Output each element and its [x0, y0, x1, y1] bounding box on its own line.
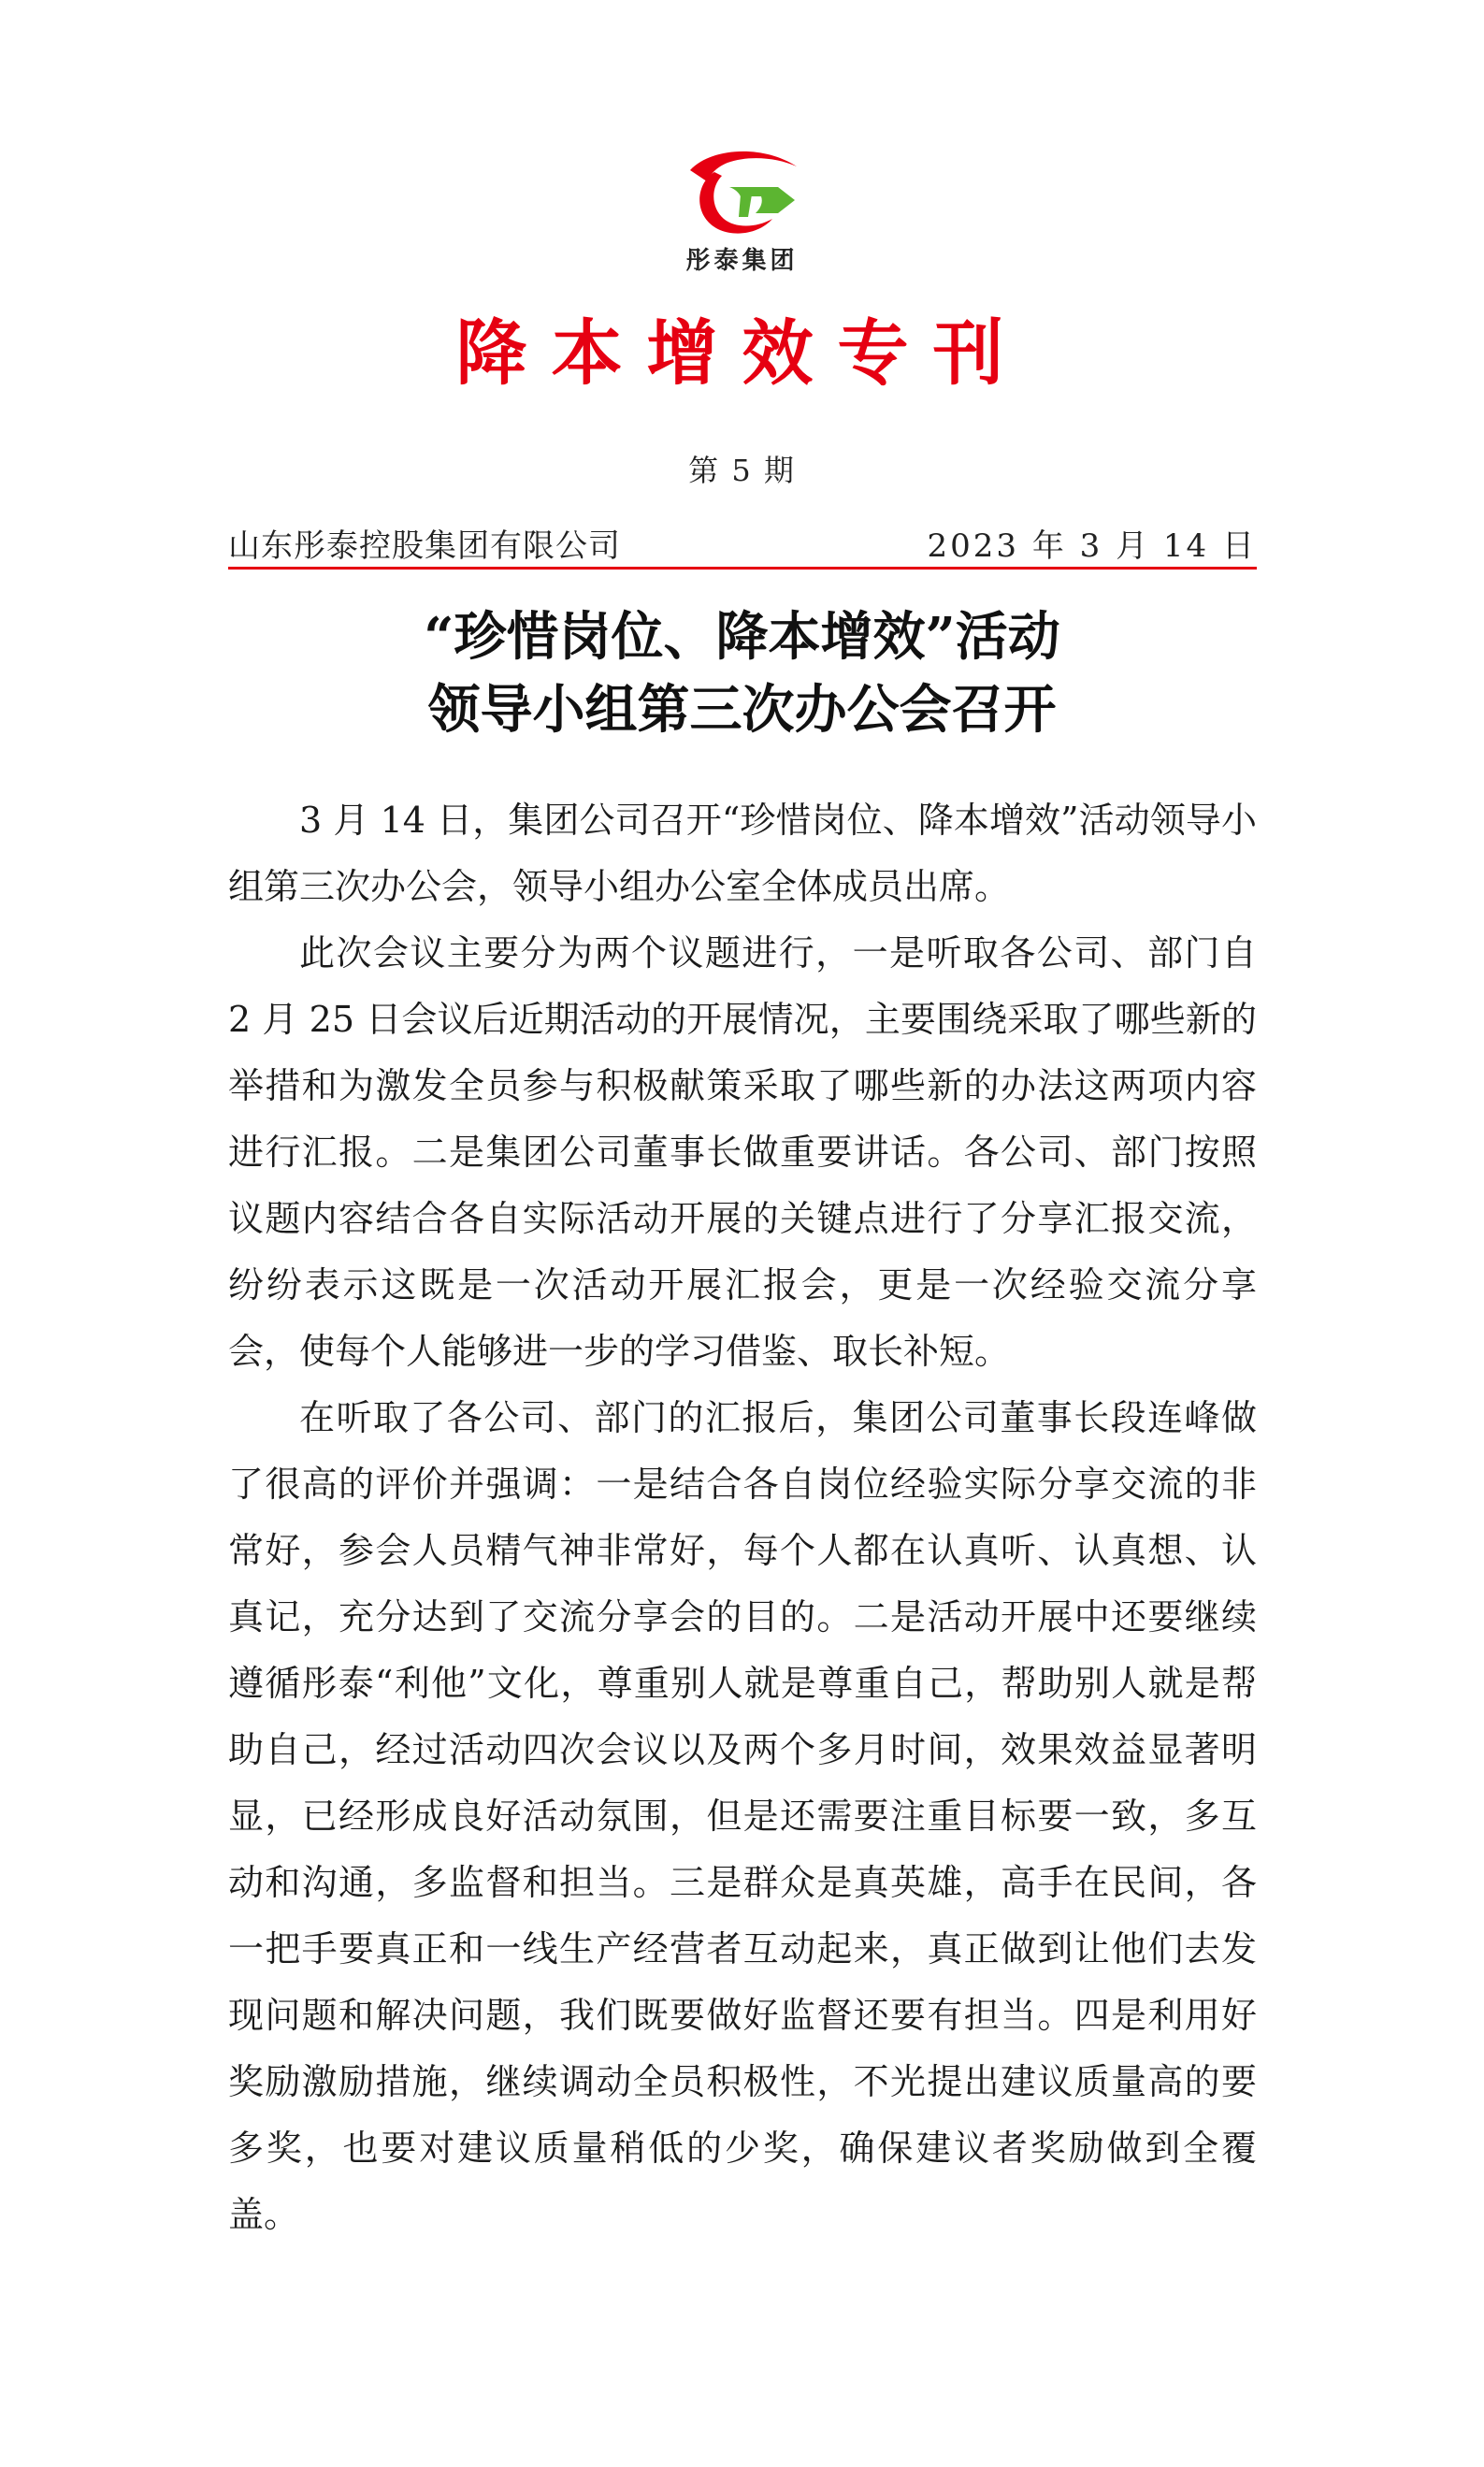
- article-paragraph-2: 此次会议主要分为两个议题进行，一是听取各公司、部门自 2 月 25 日会议后近期活动的开展情况，主要围绕采取了哪些新的举措和为激发全员参与积极献策采取了哪些新的办法这两项内容进行汇报。二是集团公司董事长做重要讲话。各公司、部门按照议题内容结合各自实际活动开展的关键点进行了分享汇报交流，纷纷表示这既是一次活动开展汇报会，更是一次经验交流分享会，使每个人能够进一步的学习借鉴、取长补短。: [228, 932, 1257, 1372]
- article-title-line-2: 领导小组第三次办公会召开: [427, 679, 1057, 741]
- logo-emblem-icon: [673, 140, 814, 243]
- logo-company-name: 彤泰集团: [685, 247, 799, 275]
- article-paragraph-3: 在听取了各公司、部门的汇报后，集团公司董事长段连峰做了很高的评价并强调：一是结合各自岗位经验实际分享交流的非常好，参会人员精气神非常好，每个人都在认真听、认真想、认真记，充分达到了交流分享会的目的。二是活动开展中还要继续遵循彤泰“利他”文化，尊重别人就是尊重自己，帮助别人就是帮助自己，经过活动四次会议以及两个多月时间，效果效益显著明显，已经形成良好活动氛围，但是还需要注重目标要一致，多互动和沟通，多监督和担当。三是群众是真英雄，高手在民间，各一把手要真正和一线生产经营者互动起来，真正做到让他们去发现问题和解决问题，我们既要做好监督还要有担当。四是利用好奖励激励措施，继续调动全员积极性，不光提出建议质量高的要多奖，也要对建议质量稍低的少奖，确保建议者奖励做到全覆盖。: [228, 1397, 1257, 2235]
- article-paragraph-1: 3 月 14 日，集团公司召开“珍惜岗位、降本增效”活动领导小组第三次办公会，领导小组办公室全体成员出席。: [228, 800, 1257, 907]
- red-divider: [228, 567, 1257, 570]
- masthead-line: [228, 520, 1257, 565]
- issue-number: 第 5 期: [688, 453, 796, 488]
- article-title: [0, 600, 1484, 746]
- publication-date: 2023 年 3 月 14 日: [927, 527, 1257, 565]
- organization-name: 山东彤泰控股集团有限公司: [228, 527, 621, 565]
- article-body: [228, 787, 1257, 2248]
- article-title-line-1: “珍惜岗位、降本增效”活动: [424, 606, 1060, 668]
- journal-title: 降本增效专刊: [455, 311, 1029, 395]
